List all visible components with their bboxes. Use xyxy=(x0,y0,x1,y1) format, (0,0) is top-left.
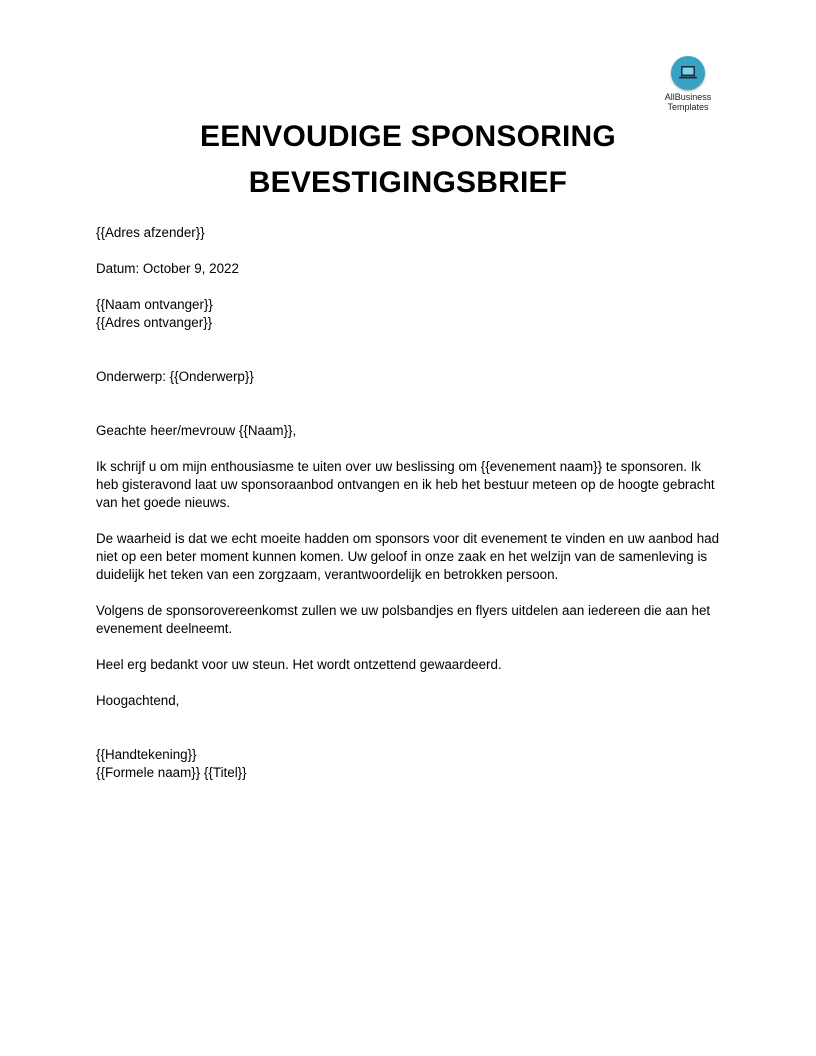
signature-placeholder: {{Handtekening}} xyxy=(96,747,197,762)
title-line-1: EENVOUDIGE SPONSORING xyxy=(200,120,616,153)
letter-closing: Hoogachtend, xyxy=(96,693,180,708)
logo-text xyxy=(656,92,720,112)
paragraph-2: De waarheid is dat we echt moeite hadden om sponsors voor dit evenement te vinden en uw aanbod had niet op een beter moment kunnen komen. Uw geloof in onze zaak en het welzijn van de samenleving is duidelijk het teken van een zorgzaam, verantwoordelijk en betrokken persoon. xyxy=(96,531,720,582)
recipient-name: {{Naam ontvanger}} xyxy=(96,297,213,312)
title-line-2: BEVESTIGINGSBRIEF xyxy=(248,166,568,199)
document-title xyxy=(0,114,816,206)
paragraph-3: Volgens de sponsorovereenkomst zullen we uw polsbandjes en flyers uitdelen aan iedereen die aan het evenement deelneemt. xyxy=(96,603,711,636)
logo-line-1: AllBusiness xyxy=(664,92,712,102)
laptop-icon xyxy=(671,56,705,90)
letter-subject: Onderwerp: {{Onderwerp}} xyxy=(96,369,254,384)
letter-body xyxy=(96,224,726,782)
name-title-placeholder: {{Formele naam}} {{Titel}} xyxy=(96,765,247,780)
sender-address: {{Adres afzender}} xyxy=(96,225,205,240)
paragraph-4: Heel erg bedankt voor uw steun. Het wordt ontzettend gewaardeerd. xyxy=(96,657,502,672)
letter-date: Datum: October 9, 2022 xyxy=(96,261,239,276)
logo-line-2: Templates xyxy=(667,102,709,112)
paragraph-1: Ik schrijf u om mijn enthousiasme te uiten over uw beslissing om {{evenement naam}} te sponsoren. Ik heb gisteravond laat uw sponsoraanbod ontvangen en ik heb het bestuur meteen op de hoogte gebracht van het goede nieuws. xyxy=(96,459,715,510)
letter-salutation: Geachte heer/mevrouw {{Naam}}, xyxy=(96,423,297,438)
recipient-address: {{Adres ontvanger}} xyxy=(96,315,213,330)
allbusiness-templates-logo xyxy=(656,56,720,112)
